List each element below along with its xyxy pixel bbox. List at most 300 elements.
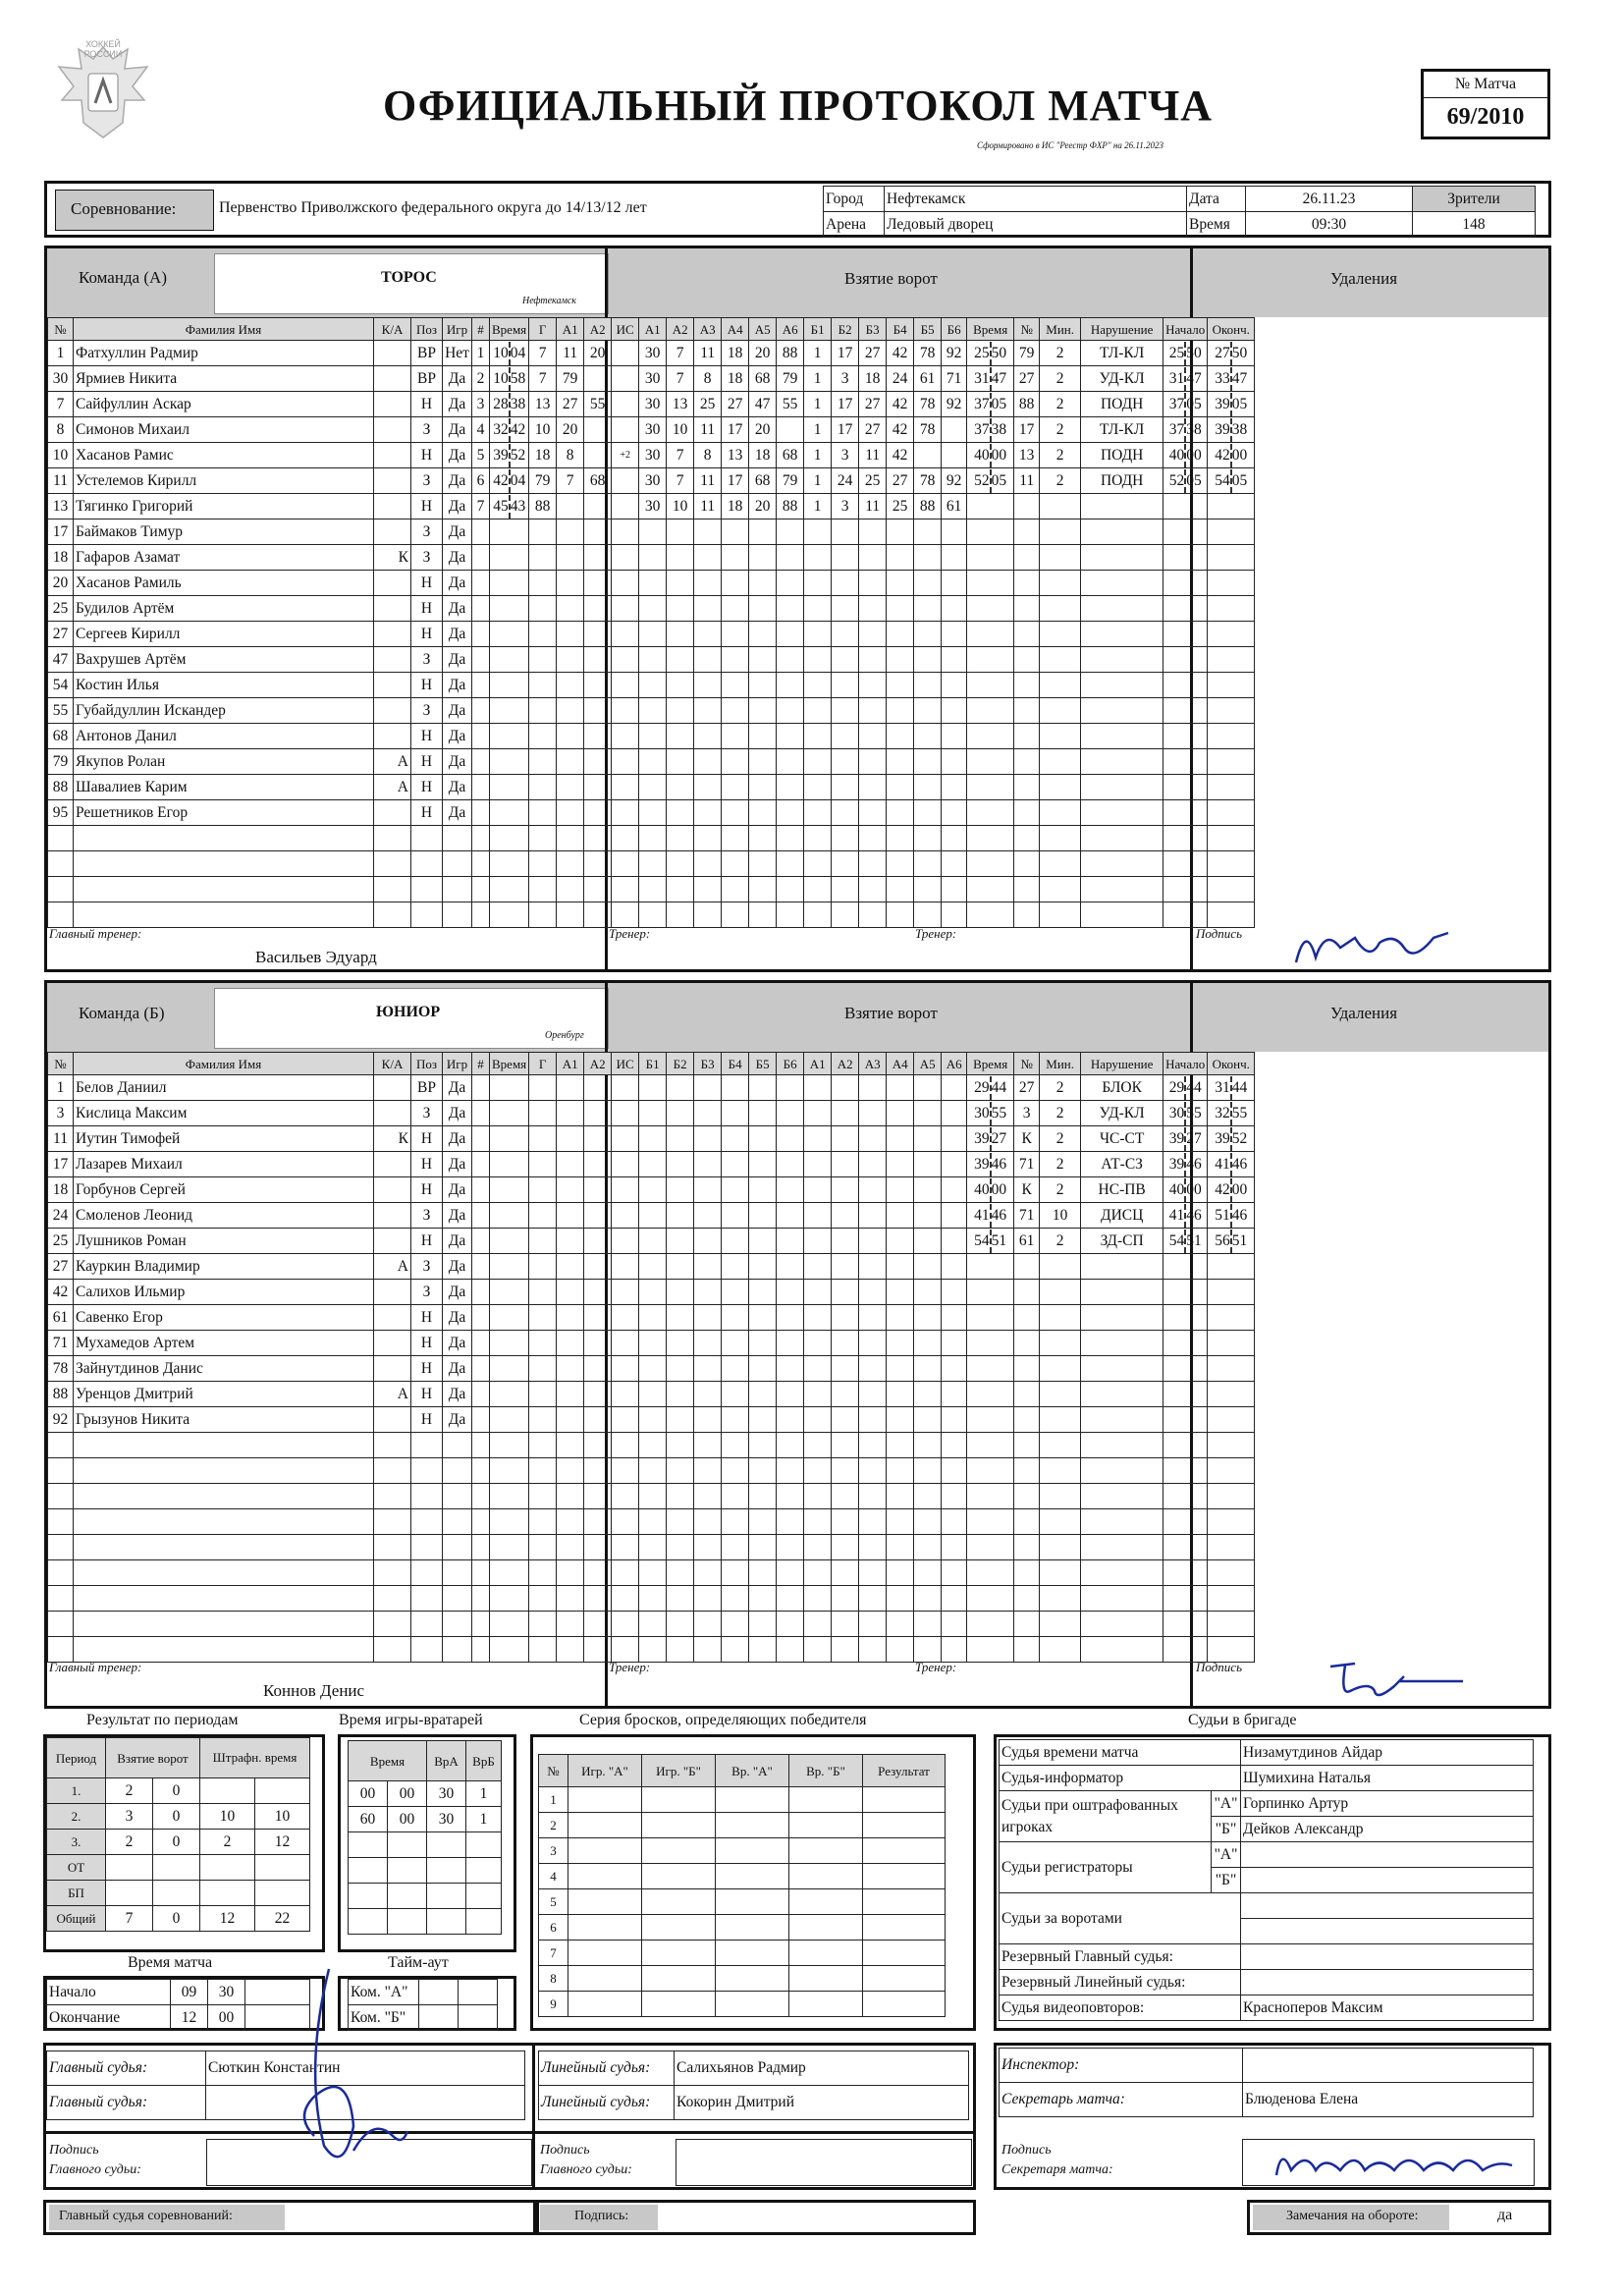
goal-number: [472, 647, 490, 673]
player-cell: Да: [443, 1177, 472, 1203]
table-row: [48, 1586, 1255, 1612]
goal-cell: [887, 902, 914, 928]
player-cell: [74, 1509, 374, 1535]
goal-cell: [749, 724, 777, 749]
player-cell: 54: [48, 673, 74, 698]
table-row: [48, 392, 1255, 417]
pen-time: [967, 647, 1014, 673]
goal-cell: 42: [887, 417, 914, 443]
player-col-header: Игр: [443, 1053, 472, 1075]
pen-cell: ПОДН: [1081, 392, 1163, 417]
player-cell: Да: [443, 749, 472, 775]
player-cell: ВР: [411, 341, 443, 366]
goal-col-header: А2: [584, 318, 612, 341]
goal-cell: [584, 494, 612, 519]
goal-cell: [612, 622, 639, 647]
goal-cell: [749, 1509, 777, 1535]
goal-cell: [667, 1458, 694, 1484]
table-row: [48, 1356, 1255, 1382]
goal-sec: 04: [510, 471, 526, 489]
player-cell: [411, 851, 443, 877]
goal-cell: [749, 1560, 777, 1586]
goal-cell: [612, 494, 639, 519]
goal-cell: [584, 1586, 612, 1612]
pen-time: [967, 673, 1014, 698]
gk-cell: [466, 1884, 502, 1909]
pen-sec: 00: [991, 446, 1007, 464]
goal-cell: 8: [557, 443, 584, 468]
goal-cell: [749, 1535, 777, 1560]
pen-time: [967, 826, 1014, 851]
team-b-table: [47, 1052, 1255, 1663]
goal-cell: [694, 596, 722, 622]
goal-cell: [887, 673, 914, 698]
goal-cell: [584, 417, 612, 443]
goal-cell: [667, 622, 694, 647]
shootout-row: [539, 1992, 946, 2017]
goal-cell: [529, 545, 557, 571]
goal-number: [472, 1509, 490, 1535]
goal-cell: [722, 775, 749, 800]
goal-cell: [832, 826, 859, 851]
goal-cell: [639, 1637, 667, 1663]
goal-cell: [914, 1509, 942, 1535]
pen-cell: 2: [1040, 1101, 1081, 1126]
goal-cell: [914, 1612, 942, 1637]
table-row: [48, 622, 1255, 647]
goal-cell: [722, 1254, 749, 1280]
pen-period: [1208, 1356, 1255, 1382]
goal-cell: [612, 698, 639, 724]
pen-min: 31: [1164, 367, 1186, 391]
pen-time: [967, 1612, 1014, 1637]
goal-cell: [887, 698, 914, 724]
goal-cell: [942, 1586, 967, 1612]
goal-cell: [639, 724, 667, 749]
player-cell: [374, 1331, 411, 1356]
video-ref: Красноперов Максим: [1241, 1995, 1534, 2021]
player-cell: З: [411, 519, 443, 545]
pen-cell: [1040, 1280, 1081, 1305]
goal-number: [472, 1177, 490, 1203]
player-cell: [374, 1075, 411, 1101]
table-row: [48, 724, 1255, 749]
pen-period: [1208, 775, 1255, 800]
goal-cell: [804, 545, 832, 571]
gk-a-header: ВрА: [427, 1741, 466, 1781]
goal-col-header: Б5: [914, 318, 942, 341]
pen-time: [967, 596, 1014, 622]
goal-col-header: Б6: [777, 1053, 804, 1075]
goal-time: [490, 647, 529, 673]
player-cell: [374, 1152, 411, 1177]
goal-cell: [749, 1331, 777, 1356]
goal-cell: [942, 1484, 967, 1509]
goal-col-header: Время: [490, 318, 529, 341]
goal-cell: [667, 1433, 694, 1458]
goal-cell: 61: [942, 494, 967, 519]
pen-period: [1163, 724, 1208, 749]
player-cell: [411, 826, 443, 851]
goal-cell: [749, 1484, 777, 1509]
goal-number: [472, 1280, 490, 1305]
goal-cell: [612, 1586, 639, 1612]
goal-cell: [942, 1305, 967, 1331]
player-cell: Кислица Максим: [74, 1101, 374, 1126]
pen-min: 41: [968, 1204, 992, 1228]
goal-cell: [612, 1458, 639, 1484]
shootout-cell: [863, 1838, 946, 1864]
player-cell: Н: [411, 749, 443, 775]
goal-cell: [667, 1305, 694, 1331]
player-cell: 20: [48, 571, 74, 596]
player-col-header: Фамилия Имя: [74, 1053, 374, 1075]
shootout-header: Вр. "Б": [789, 1755, 863, 1787]
player-cell: [443, 1560, 472, 1586]
goal-cell: [914, 1254, 942, 1280]
pen-min: 37: [1164, 393, 1186, 416]
player-cell: Устелемов Кирилл: [74, 468, 374, 494]
goal-cell: [639, 1229, 667, 1254]
pen-min: 37: [968, 418, 992, 442]
goal-cell: 8: [694, 366, 722, 392]
goal-cell: [667, 775, 694, 800]
pen-period: [1208, 392, 1255, 417]
goal-col-header: Время: [490, 1053, 529, 1075]
goal-col-header: А4: [887, 1053, 914, 1075]
gk-cell: 1: [466, 1807, 502, 1832]
pen-cell: 79: [1014, 341, 1040, 366]
pen-cell: [1040, 1433, 1081, 1458]
goal-cell: [722, 1433, 749, 1458]
sig-sec-label-1: Подпись: [1001, 2143, 1052, 2158]
goal-cell: [859, 1075, 887, 1101]
goal-sec: 38: [510, 395, 526, 412]
gk-cell: [349, 1909, 388, 1935]
goal-cell: [639, 1484, 667, 1509]
goal-cell: 10: [667, 417, 694, 443]
goal-cell: [557, 1484, 584, 1509]
player-cell: Да: [443, 1305, 472, 1331]
goal-cell: [694, 1331, 722, 1356]
goal-cell: [639, 1560, 667, 1586]
player-cell: Да: [443, 647, 472, 673]
gk-cell: [388, 1909, 427, 1935]
goal-cell: [667, 545, 694, 571]
team-a-name: ТОРОС: [381, 269, 437, 286]
table-row: [48, 1331, 1255, 1356]
pen-cell: 71: [1014, 1152, 1040, 1177]
pen-time: [967, 366, 1014, 392]
goal-cell: [584, 1637, 612, 1663]
player-cell: [443, 902, 472, 928]
pen-period: [1163, 1484, 1208, 1509]
player-cell: Уренцов Дмитрий: [74, 1382, 374, 1407]
pen-cell: [1014, 902, 1040, 928]
goal-cell: [804, 622, 832, 647]
shootout-cell: [568, 1889, 642, 1915]
pen-min: 42: [1209, 444, 1232, 467]
goal-time: [490, 1535, 529, 1560]
goal-cell: [804, 1280, 832, 1305]
goal-cell: [529, 1152, 557, 1177]
goal-cell: [887, 1280, 914, 1305]
goal-cell: [612, 1305, 639, 1331]
table-row: [48, 341, 1255, 366]
pen-period: [1208, 545, 1255, 571]
pen-period: [1208, 1637, 1255, 1663]
pen-period: [1163, 698, 1208, 724]
goal-col-header: А6: [942, 1053, 967, 1075]
goal-cell: [694, 1560, 722, 1586]
pen-cell: [1040, 1612, 1081, 1637]
pen-sec: 55: [991, 1104, 1007, 1121]
goal-cell: [887, 1254, 914, 1280]
secretary-signature: [1267, 2136, 1542, 2190]
goal-cell: 1: [804, 468, 832, 494]
shootout-cell: [863, 1787, 946, 1813]
goal-cell: [914, 519, 942, 545]
reserve-line-label: Резервный Линейный судья:: [1000, 1970, 1241, 1995]
pen-min: 54: [1209, 469, 1232, 493]
player-cell: [374, 1407, 411, 1433]
goal-col-header: ИС: [612, 1053, 639, 1075]
pen-sec: 00: [1186, 446, 1202, 464]
team-a-pen-title: Удаления: [1330, 269, 1398, 288]
pen-cell: 71: [1014, 1203, 1040, 1229]
pen-min: 40: [968, 1178, 992, 1202]
player-cell: [48, 1612, 74, 1637]
player-cell: Симонов Михаил: [74, 417, 374, 443]
pen-sec: 05: [1231, 471, 1248, 489]
goal-cell: [722, 545, 749, 571]
goal-cell: [914, 1203, 942, 1229]
pen-sec: 05: [1231, 395, 1248, 412]
player-cell: Костин Илья: [74, 673, 374, 698]
goal-cell: [749, 1433, 777, 1458]
goal-cell: [804, 1254, 832, 1280]
pen-sec: 47: [1186, 369, 1202, 387]
goal-cell: [942, 1280, 967, 1305]
pen-cell: [1081, 1331, 1163, 1356]
goal-cell: [529, 698, 557, 724]
player-cell: Да: [443, 519, 472, 545]
goal-number: [472, 1560, 490, 1586]
goal-cell: [887, 1203, 914, 1229]
table-row: [48, 1509, 1255, 1535]
pen-sec: 55: [1231, 1104, 1248, 1121]
goal-cell: [584, 443, 612, 468]
goal-cell: [859, 545, 887, 571]
pen-cell: [1081, 1509, 1163, 1535]
pen-time: [967, 1586, 1014, 1612]
table-row: [48, 417, 1255, 443]
goal-cell: [859, 851, 887, 877]
shootout-table: [538, 1754, 946, 2017]
goal-cell: [639, 1356, 667, 1382]
player-cell: [74, 1535, 374, 1560]
goal-time: [490, 571, 529, 596]
goal-cell: 17: [832, 417, 859, 443]
goal-cell: [667, 902, 694, 928]
team-b-sign-label: Подпись: [1196, 1660, 1242, 1674]
shootout-cell: [863, 1992, 946, 2017]
goal-cell: [694, 877, 722, 902]
matchtime-table: [46, 1979, 310, 2031]
goal-cell: [639, 775, 667, 800]
shootout-header: Вр. "А": [716, 1755, 789, 1787]
goal-cell: [804, 1203, 832, 1229]
goal-cell: [832, 1229, 859, 1254]
team-a-table: [47, 317, 1255, 928]
pen-cell: [1040, 775, 1081, 800]
pen-cell: ПОДН: [1081, 443, 1163, 468]
goal-col-header: #: [472, 318, 490, 341]
goal-cell: [612, 1280, 639, 1305]
pen-period: [1208, 1433, 1255, 1458]
pen-period: [1163, 1407, 1208, 1433]
player-cell: Да: [443, 417, 472, 443]
goal-cell: [529, 622, 557, 647]
start-label: Начало: [47, 1980, 171, 2005]
goal-cell: 24: [887, 366, 914, 392]
pen-period: [1163, 1177, 1208, 1203]
goal-judges-label: Судьи за воротами: [1000, 1893, 1241, 1944]
goal-cell: 11: [694, 341, 722, 366]
pen-cell: [1014, 571, 1040, 596]
pen-cell: [1014, 1612, 1040, 1637]
goal-number: [472, 571, 490, 596]
pen-cell: [1014, 1433, 1040, 1458]
pen-period: [1163, 1126, 1208, 1152]
goal-cell: [914, 1407, 942, 1433]
goal-time: [490, 1152, 529, 1177]
goal-cell: [749, 647, 777, 673]
goal-cell: [722, 1484, 749, 1509]
informer: Шумихина Наталья: [1241, 1766, 1534, 1791]
pen-cell: [1040, 1509, 1081, 1535]
goal-cell: [557, 1612, 584, 1637]
period-cell: 2.: [47, 1804, 106, 1830]
end-hour: 12: [171, 2005, 208, 2031]
pen-period: [1208, 1126, 1255, 1152]
goal-cell: [612, 417, 639, 443]
goal-cell: [804, 1535, 832, 1560]
goal-time: [490, 1560, 529, 1586]
pen-sec: 44: [991, 1078, 1007, 1096]
goal-cell: [584, 673, 612, 698]
gk-cell: 00: [388, 1807, 427, 1832]
goal-cell: [612, 1075, 639, 1101]
goal-cell: [942, 1382, 967, 1407]
goal-cell: [612, 1152, 639, 1177]
player-cell: [443, 1637, 472, 1663]
goal-number: [472, 1637, 490, 1663]
goal-cell: [694, 1305, 722, 1331]
penbox-b-tag: "Б": [1212, 1817, 1241, 1842]
player-cell: [74, 1433, 374, 1458]
goal-cell: [529, 1433, 557, 1458]
goal-cell: [942, 1177, 967, 1203]
main-ref-1: Сюткин Константин: [206, 2051, 525, 2086]
pen-cell: [1081, 1254, 1163, 1280]
gk-time-header: Время: [349, 1741, 427, 1781]
goal-cell: [612, 1560, 639, 1586]
shootout-header: Игр. "А": [568, 1755, 642, 1787]
goal-cell: [694, 902, 722, 928]
goal-cell: [914, 1075, 942, 1101]
gk-row: [349, 1858, 502, 1884]
goal-col-header: Г: [529, 318, 557, 341]
team-a-sign-label: Подпись: [1196, 926, 1242, 941]
goal-cell: [777, 1560, 804, 1586]
goal-cell: [694, 826, 722, 851]
shootout-cell: [642, 1966, 716, 1992]
scorers-a-tag: "А": [1212, 1842, 1241, 1868]
pen-period: [1208, 1075, 1255, 1101]
pen-cell: ДИСЦ: [1081, 1203, 1163, 1229]
goal-time: [490, 1637, 529, 1663]
goal-cell: [859, 724, 887, 749]
player-cell: [374, 877, 411, 902]
goal-cell: 27: [557, 392, 584, 417]
goal-cell: [804, 596, 832, 622]
gk-cell: [349, 1858, 388, 1884]
gk-cell: 00: [388, 1781, 427, 1807]
pen-period: [1163, 1433, 1208, 1458]
gk-row: [349, 1807, 502, 1832]
player-cell: [374, 800, 411, 826]
pen-sec: 05: [1186, 395, 1202, 412]
sig-sec-label-2: Секретаря матча:: [1001, 2162, 1113, 2177]
pen-period: [1208, 1484, 1255, 1509]
team-a-label: Команда (А): [79, 268, 167, 287]
pen-period: [1208, 1612, 1255, 1637]
player-cell: [374, 1458, 411, 1484]
goal-col-header: А1: [804, 1053, 832, 1075]
goal-cell: [749, 519, 777, 545]
goal-cell: [914, 1433, 942, 1458]
pen-min: 39: [968, 1127, 992, 1151]
goal-time: [490, 1331, 529, 1356]
team-b-label: Команда (Б): [79, 1004, 165, 1022]
goal-cell: [859, 1484, 887, 1509]
goal-cell: [694, 1075, 722, 1101]
scorers-label: Судьи регистраторы: [1000, 1842, 1212, 1893]
table-row: [48, 1203, 1255, 1229]
player-cell: [374, 1586, 411, 1612]
goal-cell: [859, 647, 887, 673]
goal-time: [490, 775, 529, 800]
goal-cell: [749, 1101, 777, 1126]
period-cell: [153, 1855, 200, 1881]
pen-period: [1208, 749, 1255, 775]
goal-cell: [722, 1177, 749, 1203]
shootout-cell: [716, 1787, 789, 1813]
goal-cell: [612, 749, 639, 775]
pen-cell: [1081, 1433, 1163, 1458]
goal-cell: [749, 1458, 777, 1484]
player-col-header: №: [48, 318, 74, 341]
player-cell: [48, 1637, 74, 1663]
goal-number: [472, 749, 490, 775]
pen-period: [1208, 443, 1255, 468]
goal-cell: 88: [777, 494, 804, 519]
goal-cell: [667, 1484, 694, 1509]
shootout-cell: [642, 1864, 716, 1889]
shootout-header: №: [539, 1755, 568, 1787]
goal-cell: [667, 571, 694, 596]
